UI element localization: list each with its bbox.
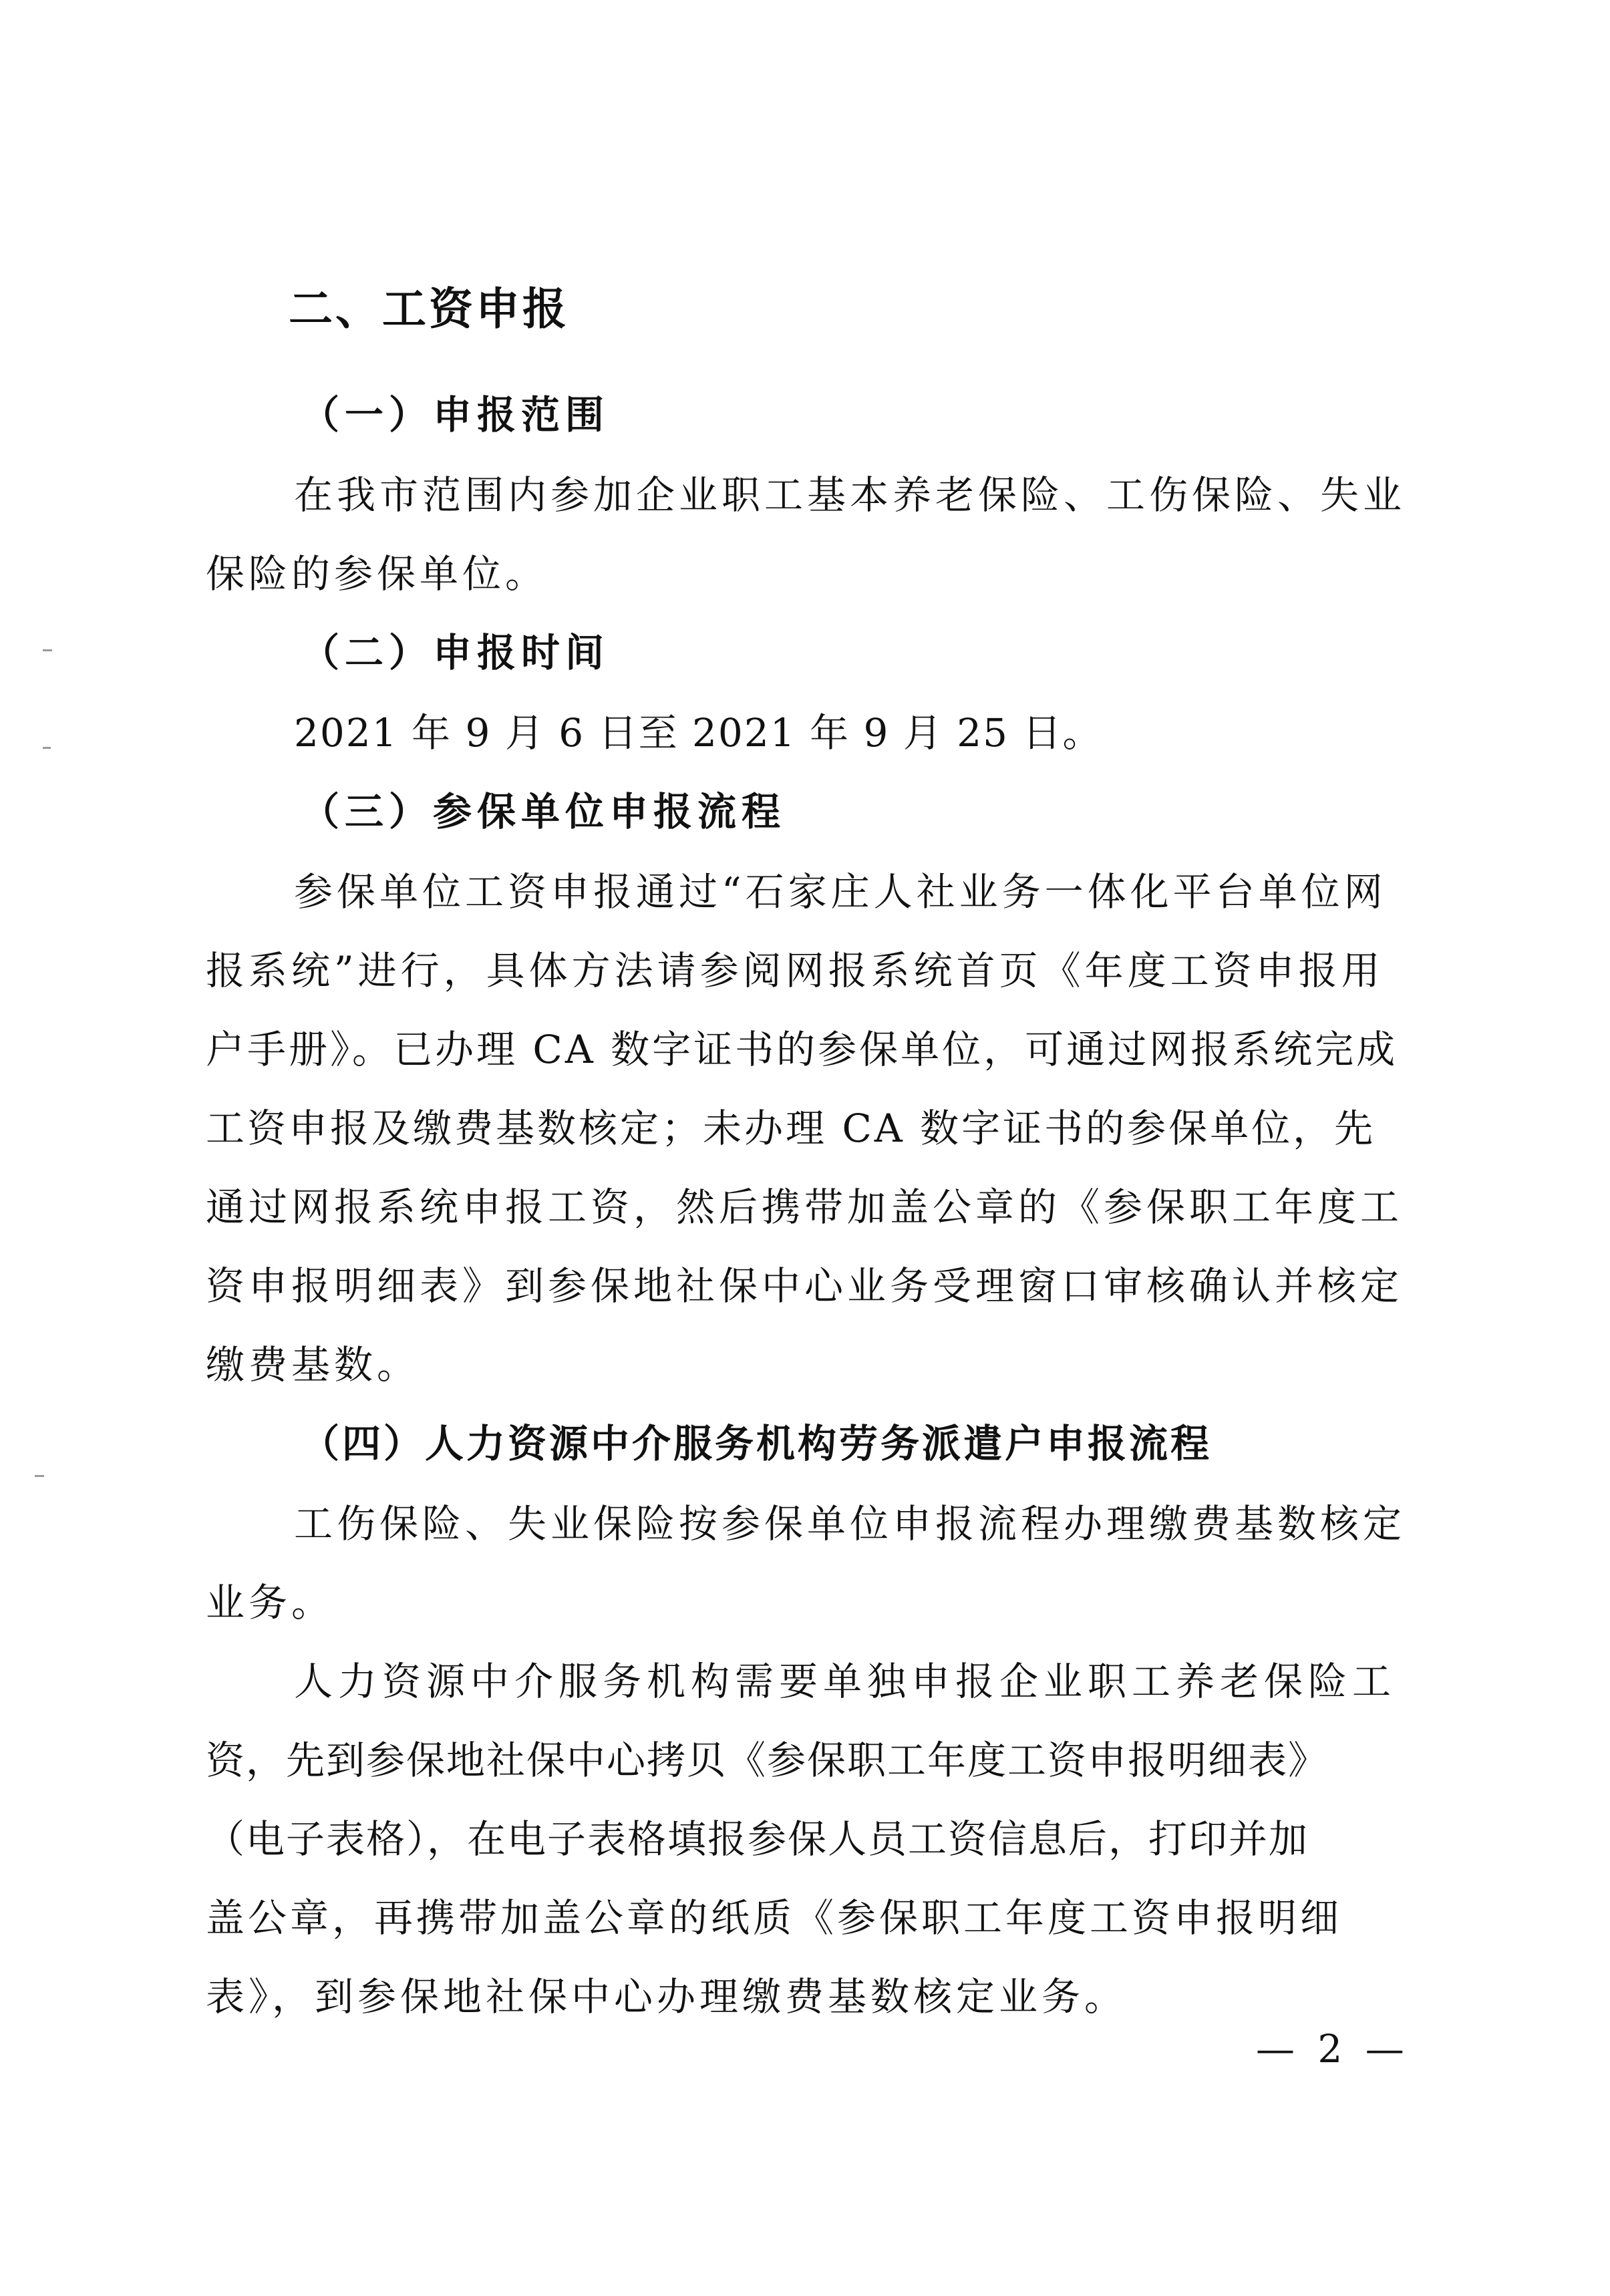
page-number: — 2 — bbox=[1256, 2026, 1410, 2072]
agency-process-line: （电子表格），在电子表格填报参保人员工资信息后，打印并加 bbox=[206, 1816, 1309, 1862]
agency-process-line: 工伤保险、失业保险按参保单位申报流程办理缴费基数核定 bbox=[294, 1501, 1406, 1546]
scope-heading: （一）申报范围 bbox=[301, 392, 610, 438]
period-heading: （二）申报时间 bbox=[301, 630, 610, 675]
agency-process-heading: （四）人力资源中介服务机构劳务派遣户申报流程 bbox=[301, 1421, 1213, 1466]
unit-process-line: 缴费基数。 bbox=[206, 1342, 420, 1387]
unit-process-line: 通过网报系统申报工资，然后携带加盖公章的《参保职工年度工 bbox=[206, 1184, 1404, 1230]
unit-process-line: 参保单位工资申报通过“石家庄人社业务一体化平台单位网 bbox=[294, 869, 1387, 915]
agency-process-line: 资，先到参保地社保中心拷贝《参保职工年度工资申报明细表》 bbox=[206, 1738, 1329, 1783]
agency-process-line: 业务。 bbox=[206, 1580, 335, 1625]
scope-line: 保险的参保单位。 bbox=[206, 551, 548, 597]
scan-mark bbox=[35, 1475, 44, 1477]
scope-line: 在我市范围内参加企业职工基本养老保险、工伤保险、失业 bbox=[294, 472, 1406, 518]
scan-mark bbox=[43, 747, 51, 749]
scan-mark bbox=[43, 649, 52, 651]
unit-process-line: 报系统”进行，具体方法请参阅网报系统首页《年度工资申报用 bbox=[206, 948, 1384, 993]
agency-process-line: 人力资源中介服务机构需要单独申报企业职工养老保险工 bbox=[294, 1659, 1397, 1704]
unit-process-line: 户手册》。已办理 CA 数字证书的参保单位，可通过网报系统完成 bbox=[206, 1027, 1398, 1072]
unit-process-line: 工资申报及缴费基数核定；未办理 CA 数字证书的参保单位，先 bbox=[206, 1106, 1376, 1151]
section-title: 二、工资申报 bbox=[289, 283, 569, 335]
agency-process-line: 表》，到参保地社保中心办理缴费基数核定业务。 bbox=[206, 1974, 1128, 2019]
unit-process-heading: （三）参保单位申报流程 bbox=[301, 789, 786, 834]
period-line: 2021 年 9 月 6 日至 2021 年 9 月 25 日。 bbox=[294, 710, 1103, 756]
agency-process-line: 盖公章，再携带加盖公章的纸质《参保职工年度工资申报明细 bbox=[206, 1895, 1343, 1941]
unit-process-line: 资申报明细表》到参保地社保中心业务受理窗口审核确认并核定 bbox=[206, 1263, 1404, 1309]
